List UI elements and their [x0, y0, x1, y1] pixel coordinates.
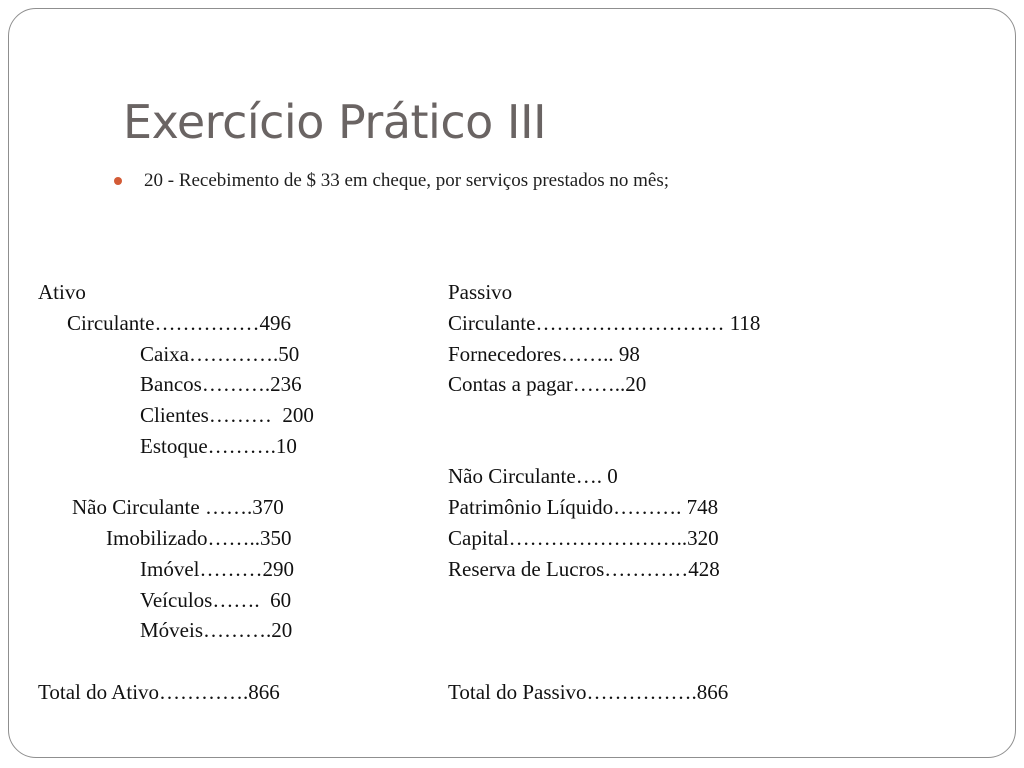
ativo-bancos: Bancos……….236 — [140, 372, 302, 396]
bullet-text: 20 - Recebimento de $ 33 em cheque, por serviços prestados no mês; — [144, 170, 669, 191]
ativo-veiculos: Veículos……. 60 — [140, 588, 292, 612]
ativo-nao-circulante: Não Circulante …….370 — [72, 495, 284, 519]
ativo-caixa: Caixa………….50 — [140, 342, 300, 366]
passivo-heading: Passivo — [448, 280, 513, 304]
patrimonio-liquido: Patrimônio Líquido………. 748 — [448, 495, 719, 519]
ativo-imovel: Imóvel………290 — [140, 557, 294, 581]
passivo-circulante: Circulante……………………… 118 — [448, 311, 761, 335]
ativo-total: Total do Ativo………….866 — [38, 680, 280, 704]
passivo-reserva-de-lucros: Reserva de Lucros…………428 — [448, 557, 720, 581]
passivo-contas-a-pagar: Contas a pagar……..20 — [448, 372, 647, 396]
ativo-clientes: Clientes……… 200 — [140, 403, 314, 427]
ativo-imobilizado: Imobilizado……..350 — [106, 526, 292, 550]
bullet-dot-icon — [114, 177, 122, 185]
ativo-moveis: Móveis……….20 — [140, 618, 293, 642]
passivo-nao-circulante: Não Circulante…. 0 — [448, 464, 618, 488]
slide-title: Exercício Prático III — [123, 95, 547, 149]
passivo-capital: Capital……………………..320 — [448, 526, 719, 550]
ativo-heading: Ativo — [38, 280, 86, 304]
ativo-circulante: Circulante……………496 — [67, 311, 291, 335]
ativo-estoque: Estoque……….10 — [140, 434, 297, 458]
passivo-fornecedores: Fornecedores…….. 98 — [448, 342, 640, 366]
passivo-total: Total do Passivo…………….866 — [448, 680, 729, 704]
